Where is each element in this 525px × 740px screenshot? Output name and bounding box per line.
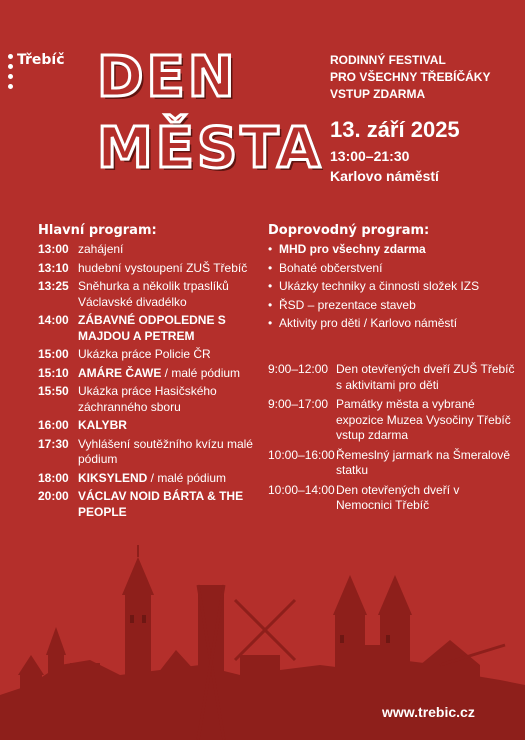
trebic-dots-icon: [8, 54, 13, 89]
website-url: www.trebic.cz: [382, 704, 475, 720]
bullet-icon: •: [268, 297, 273, 312]
side-program-event: [268, 362, 518, 393]
main-program-item: [38, 489, 263, 520]
side-program-bullet: [268, 279, 518, 295]
bullet-text: MHD pro všechny zdarma: [279, 242, 426, 256]
event-description: Řemeslný jarmark na Šmeralově statku: [336, 447, 511, 477]
main-program-item: [38, 366, 263, 382]
tagline: [330, 52, 490, 103]
main-program-item: [38, 313, 263, 344]
main-program-item: [38, 347, 263, 363]
bullet-icon: •: [268, 279, 273, 293]
program-text: [78, 279, 263, 310]
main-program-item: [38, 384, 263, 415]
program-text-part: Vyhlášení soutěžního kvízu malé pódium: [78, 436, 253, 466]
program-text-part: KALYBR: [78, 418, 127, 432]
program-text: [78, 366, 263, 382]
event-time-range: 9:00–12:00: [268, 362, 329, 376]
side-program-event: [268, 448, 518, 479]
program-text: [78, 418, 263, 434]
side-program-event: [268, 483, 518, 514]
city-logo: [8, 52, 65, 89]
program-time: 17:30: [38, 436, 69, 451]
side-program-bullets: [268, 242, 518, 335]
program-text-part: KIKSYLEND: [78, 470, 148, 485]
main-program-item: [38, 418, 263, 434]
main-program-item: [38, 437, 263, 468]
event-description: Den otevřených dveří v Nemocnici Třebíč: [336, 482, 460, 512]
program-text: [78, 384, 263, 415]
program-text: [78, 437, 263, 468]
program-text-part: zahájení: [78, 242, 124, 256]
event-time-range: 10:00–14:00: [268, 482, 335, 497]
program-text-part: hudební vystoupení ZUŠ Třebíč: [78, 260, 248, 275]
program-time: 13:10: [38, 260, 69, 275]
program-text: [78, 313, 263, 344]
program-text-part: Ukázka práce Hasičského záchranného sboru: [78, 384, 217, 414]
side-program-event: [268, 397, 518, 444]
bullet-icon: •: [268, 260, 273, 275]
main-program-item: [38, 242, 263, 258]
main-program-heading: Hlavní program:: [38, 223, 157, 238]
event-time: 13:00–21:30: [330, 148, 410, 164]
program-text: [78, 347, 263, 363]
program-time: 20:00: [38, 489, 69, 503]
title-line-2: MĚSTA: [97, 116, 324, 181]
program-text: [78, 489, 263, 520]
tagline-line-1: RODINNÝ FESTIVAL: [330, 53, 446, 67]
side-program-bullet: [268, 316, 518, 332]
program-time: 18:00: [38, 470, 69, 485]
event-description: Památky města a vybrané expozice Muzea Vysočiny Třebíč vstup zdarma: [336, 397, 511, 442]
program-text-part: Ukázka práce Policie ČR: [78, 347, 211, 361]
program-text-part: AMÁRE ČAWE: [78, 365, 162, 380]
logo-text: Třebíč: [17, 52, 65, 68]
tagline-line-2: PRO VŠECHNY TŘEBÍČÁKY: [330, 70, 491, 84]
program-text: [78, 471, 263, 487]
program-text-part: Sněhurka a několik trpaslíků Václavské divadélko: [78, 279, 229, 309]
program-text: [78, 261, 263, 277]
bullet-text: Aktivity pro děti / Karlovo náměstí: [279, 316, 458, 330]
program-text: [78, 242, 263, 258]
main-program-item: [38, 279, 263, 310]
program-time: 15:50: [38, 384, 69, 398]
program-text-part: / malé pódium: [161, 365, 241, 380]
event-date: 13. září 2025: [330, 117, 460, 142]
bullet-text: ŘSD – prezentace staveb: [279, 297, 416, 312]
program-text-part: VÁCLAV NOID BÁRTA & THE PEOPLE: [78, 489, 244, 519]
program-time: 16:00: [38, 418, 69, 432]
program-time: 13:00: [38, 242, 69, 256]
side-program-bullet: [268, 242, 518, 258]
title-line-1: DEN: [97, 45, 238, 110]
program-text-part: / malé pódium: [147, 470, 227, 485]
side-program-events: [268, 362, 518, 518]
program-text-part: ZÁBAVNÉ ODPOLEDNE S MAJDOU A PETREM: [78, 313, 226, 343]
event-time-range: 9:00–17:00: [268, 397, 329, 411]
main-program-list: [38, 242, 263, 523]
program-time: 15:10: [38, 365, 69, 380]
program-time: 13:25: [38, 279, 69, 293]
side-program-bullet: [268, 261, 518, 277]
side-program-bullet: [268, 298, 518, 314]
side-program-heading: Doprovodný program:: [268, 223, 430, 238]
bullet-icon: •: [268, 242, 273, 256]
tagline-line-3: VSTUP ZDARMA: [330, 87, 426, 101]
bullet-text: Ukázky techniky a činnosti složek IZS: [279, 279, 480, 293]
program-time: 15:00: [38, 347, 69, 361]
bullet-text: Bohaté občerstvení: [279, 260, 383, 275]
event-time-range: 10:00–16:00: [268, 447, 335, 462]
main-program-item: [38, 471, 263, 487]
bullet-icon: •: [268, 316, 273, 330]
event-description: Den otevřených dveří ZUŠ Třebíč s aktivitami pro děti: [336, 362, 515, 392]
event-place: Karlovo náměstí: [330, 168, 439, 184]
event-time-place: [330, 146, 439, 186]
main-program-item: [38, 261, 263, 277]
program-time: 14:00: [38, 313, 69, 327]
